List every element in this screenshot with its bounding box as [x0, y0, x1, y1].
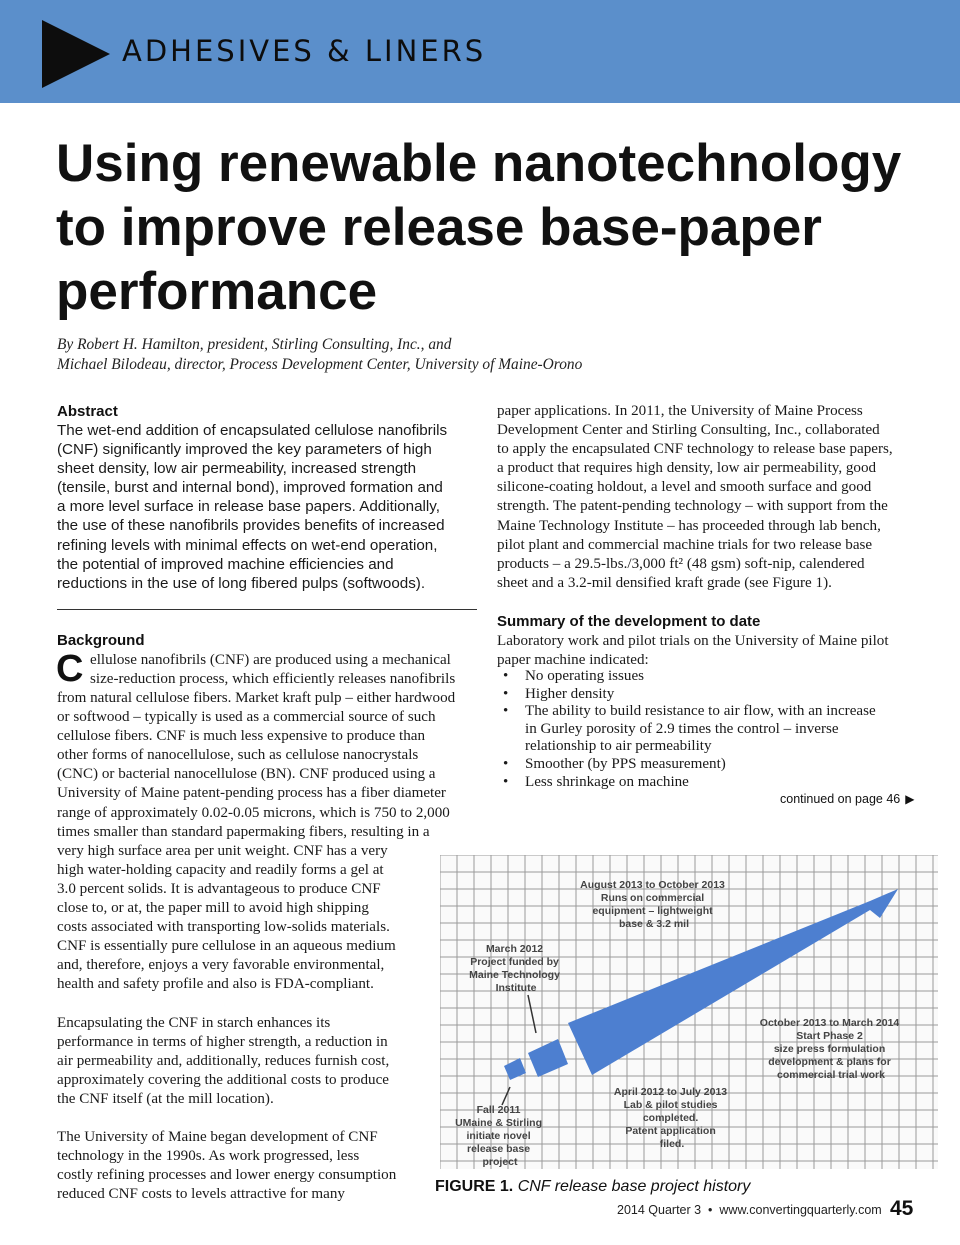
text-line: from natural cellulose fibers. Market kraft pulp – either hardwood: [57, 690, 456, 706]
byline-line: By Robert H. Hamilton, president, Stirling Consulting, Inc., and: [57, 336, 452, 353]
text-line: products – a 29.5-lbs./3,000 ft² (48 gsm) soft-nip, calendered: [497, 555, 865, 572]
text-line: or softwood – typically is used as a commercial source of such: [57, 709, 436, 726]
text-line: Maine Technology Institute – has proceeded through lab bench,: [497, 517, 881, 534]
list-item: • No operating issues: [503, 668, 645, 684]
text-line: technology in the 1990s. As work progressed, less: [57, 1148, 360, 1165]
list-item: • The ability to build resistance to air flow, with an increase in Gurley porosity of 2.9 times the control – inverse relationship to air permeability: [503, 703, 876, 755]
text-line: and, therefore, enjoys a very favorable environmental,: [57, 957, 385, 974]
text-line: Encapsulating the CNF in starch enhances its: [57, 1015, 331, 1031]
text-line: silicone-coating holdout, a level and smooth surface and good: [497, 479, 872, 496]
text-line: performance in terms of higher strength, a reduction in: [57, 1034, 388, 1051]
page-footer: [617, 1203, 882, 1217]
text-line: cellulose fibers. CNF is much less expensive to produce than: [57, 728, 426, 745]
text-line: ellulose nanofibrils (CNF) are produced using a mechanical: [90, 652, 451, 668]
label-april-2012: April 2012 to July 2013 Lab & pilot studies completed. Patent application filed.: [613, 1086, 728, 1150]
label-august-2013: August 2013 to October 2013 Runs on commercial equipment – lightweight base & 3.2 mil: [580, 879, 725, 930]
issue-label: 2014 Quarter 3: [617, 1203, 702, 1217]
title-line: Using renewable nanotechnology: [56, 134, 902, 193]
text-line: to apply the encapsulated CNF technology to release base papers,: [497, 441, 893, 458]
label-march-2012: March 2012 Project funded by Maine Technology Institute: [469, 943, 560, 994]
article-title: [56, 132, 936, 324]
divider: [57, 609, 477, 610]
list-item: • Less shrinkage on machine: [503, 773, 689, 790]
label-fall-2011: Fall 2011 UMaine & Stirling initiate novel release base project: [455, 1104, 543, 1168]
background-heading: Background: [57, 632, 145, 649]
text-line: size-reduction process, which efficiently releases nanofibrils: [90, 671, 456, 688]
play-arrow-icon: ▶: [905, 792, 915, 806]
abstract-line: reductions in the use of long fibered pulps (softwoods).: [57, 574, 426, 592]
bullet-icon: •: [503, 668, 509, 684]
abstract-line: the use of these nanofibrils provides benefits of increased: [57, 517, 445, 535]
byline-line: Michael Bilodeau, director, Process Development Center, University of Maine-Orono: [57, 356, 583, 373]
text-line: a product that requires high density, low air permeability, good: [497, 460, 877, 477]
figure-caption: [435, 1178, 750, 1196]
abstract-line: the potential of improved machine efficiencies and: [57, 555, 394, 573]
text-line: air permeability and, additionally, reduces furnish cost,: [57, 1053, 390, 1070]
background-text-indented: [90, 651, 455, 689]
abstract-line: (CNF) significantly improved the key parameters of high: [57, 441, 432, 459]
background-text: [57, 689, 455, 995]
caption-label: FIGURE 1.: [435, 1178, 514, 1195]
abstract-line: (tensile, burst and internal bond), improved formation and: [57, 479, 443, 497]
right-column-text: [497, 402, 893, 593]
summary-intro: [497, 632, 889, 670]
text-line: paper applications. In 2011, the University of Maine Process: [497, 403, 863, 419]
abstract-line: a more level surface in release base papers. Additionally,: [57, 498, 440, 516]
text-line: approximately covering the additional costs to produce: [57, 1072, 389, 1089]
bullet-icon: •: [503, 773, 509, 790]
text-line: University of Maine patent-pending process has a fiber diameter: [57, 785, 446, 802]
website-link[interactable]: www.convertingquarterly.com: [719, 1203, 882, 1217]
text-line: high water-holding capacity and readily forms a gel at: [57, 861, 384, 878]
paragraph-history: [57, 1128, 396, 1204]
text-line: (CNC) or bacterial nanocellulose (BN). CNF produced using a: [57, 766, 436, 783]
abstract-heading: Abstract: [57, 403, 118, 420]
text-line: other forms of nanocellulose, such as cellulose nanocrystals: [57, 747, 419, 764]
abstract-line: sheet density, low air permeability, increased strength: [57, 460, 417, 478]
title-line: to improve release base-paper: [56, 198, 822, 257]
text-line: reduced CNF costs to levels attractive for many: [57, 1186, 345, 1203]
text-line: sheet and a 3.2-mil densified kraft grade (see Figure 1).: [497, 574, 832, 591]
text-line: times smaller than standard papermaking fibers, resulting in a: [57, 823, 430, 840]
text-line: paper machine indicated:: [497, 652, 649, 669]
paragraph-encapsulating: [57, 1014, 389, 1109]
summary-bullet-list: [503, 668, 876, 791]
list-item: • Smoother (by PPS measurement): [503, 755, 726, 772]
page-number: 45: [890, 1197, 914, 1220]
continued-link[interactable]: [780, 792, 914, 806]
drop-cap: C: [56, 648, 84, 690]
text-line: CNF is essentially pure cellulose in an aqueous medium: [57, 938, 396, 955]
text-line: the CNF itself (at the mill location).: [57, 1091, 274, 1108]
bullet-icon: •: [503, 703, 509, 720]
text-line: Laboratory work and pilot trials on the University of Maine pilot: [497, 633, 889, 649]
byline: [57, 335, 937, 375]
caption-text: CNF release base project history: [517, 1178, 751, 1195]
text-line: close to, or at, the paper mill to avoid high shipping: [57, 900, 369, 917]
text-line: costs associated with transporting low-solids materials.: [57, 919, 390, 936]
text-line: The University of Maine began development of CNF: [57, 1129, 378, 1145]
continued-label: continued on page 46: [780, 792, 901, 806]
text-line: Development Center and Stirling Consulting, Inc., collaborated: [497, 422, 880, 439]
play-arrow-icon: [42, 20, 110, 88]
abstract-line: refining levels with minimal effects on wet-end operation,: [57, 536, 438, 554]
text-line: costly refining processes and lower energy consumption: [57, 1167, 397, 1184]
bullet-icon: •: [503, 685, 509, 702]
text-line: strength. The patent-pending technology – with support from the: [497, 498, 888, 515]
label-october-2013: October 2013 to March 2014 Start Phase 2 size press formulation development & plans for commercial trial work: [759, 1017, 900, 1081]
text-line: range of approximately 0.02-0.05 microns, which is 750 to 2,000: [57, 804, 450, 821]
text-line: health and safety profile and also is FDA-compliant.: [57, 976, 374, 993]
list-item: • Higher density: [503, 685, 615, 702]
footer-separator: •: [708, 1203, 713, 1217]
project-history-figure: [440, 855, 938, 1169]
title-line: performance: [56, 262, 378, 321]
summary-heading: Summary of the development to date: [497, 613, 761, 630]
bullet-icon: •: [503, 755, 509, 772]
abstract-text: [57, 421, 477, 593]
text-line: very high surface area per unit weight. CNF has a very: [57, 842, 388, 859]
text-line: pilot plant and commercial machine trials for two release base: [497, 536, 873, 553]
section-title: ADHESIVES & LINERS: [122, 34, 487, 68]
abstract-line: The wet-end addition of encapsulated cellulose nanofibrils: [57, 422, 448, 439]
text-line: 3.0 percent solids. It is advantageous to produce CNF: [57, 880, 381, 897]
